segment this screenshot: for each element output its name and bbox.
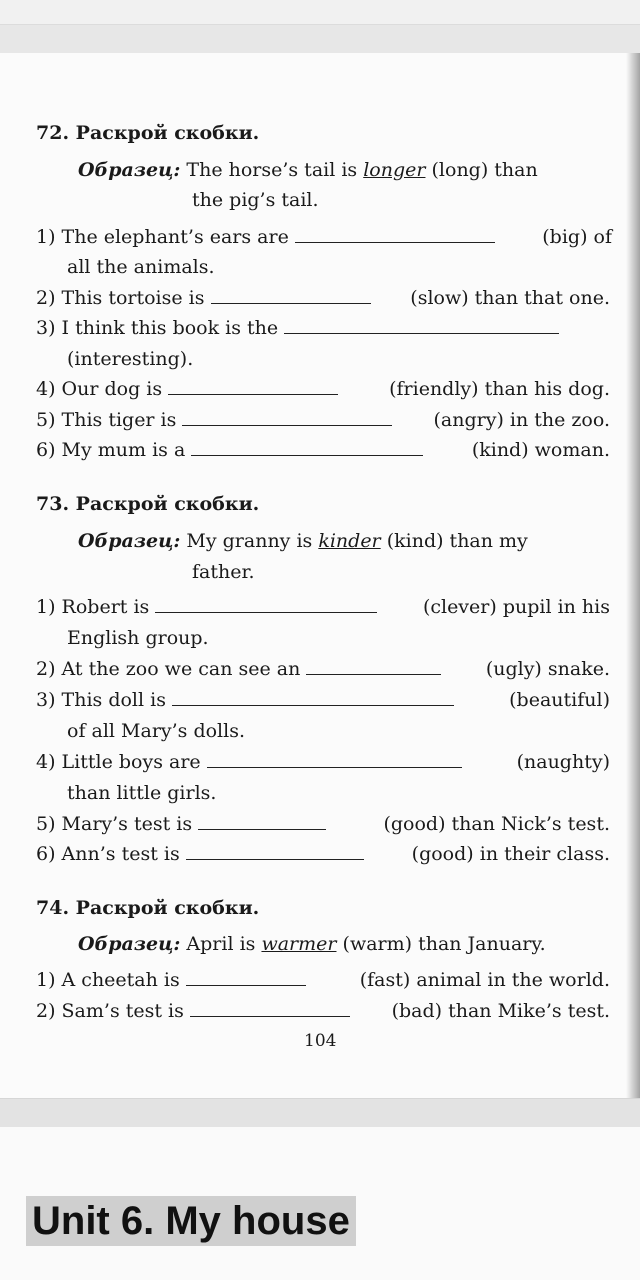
answer-blank[interactable] <box>155 596 377 613</box>
answer-blank[interactable] <box>198 813 326 830</box>
ex74-item-2-tail: (bad) than Mike’s test. <box>391 1000 610 1022</box>
item-text: 5) Mary’s test is <box>36 813 193 835</box>
ex73-item-6 <box>36 842 364 866</box>
ex72-item-1-cont: all the animals. <box>67 256 215 278</box>
ex73-item-5-tail: (good) than Nick’s test. <box>383 813 610 835</box>
ex74-sample-a: April is <box>186 933 256 955</box>
ex74-sample-word: warmer <box>261 933 337 955</box>
ex72-item-3-cont: (interesting). <box>67 348 194 370</box>
ex74-sample <box>78 932 546 956</box>
ex72-item-4 <box>36 377 338 401</box>
ex72-item-6-tail: (kind) woman. <box>471 439 610 461</box>
ex72-sample-a: The horse’s tail is <box>186 159 358 181</box>
ex73-sample <box>78 529 528 553</box>
answer-blank[interactable] <box>211 287 371 304</box>
top-divider <box>0 24 640 54</box>
ex73-item-3-cont: of all Mary’s dolls. <box>67 720 246 742</box>
item-text: 5) This tiger is <box>36 409 177 431</box>
ex73-sample-b: (kind) than my <box>386 530 528 552</box>
ex74-sample-b: (warm) than January. <box>342 933 546 955</box>
ex73-item-4-cont: than little girls. <box>67 782 217 804</box>
answer-blank[interactable] <box>191 439 423 456</box>
ex73-item-1 <box>36 595 377 619</box>
ex72-item-6 <box>36 438 423 462</box>
ex74-sample-label: Образец: <box>78 933 181 955</box>
ex73-sample-cont: father. <box>192 561 255 583</box>
ex72-item-1 <box>36 225 495 249</box>
ex72-sample <box>78 158 538 182</box>
answer-blank[interactable] <box>207 751 462 768</box>
answer-blank[interactable] <box>168 378 338 395</box>
item-text: 2) Sam’s test is <box>36 1000 184 1022</box>
ex72-heading: 72. Раскрой скобки. <box>36 122 260 144</box>
item-text: 3) This doll is <box>36 689 166 711</box>
answer-blank[interactable] <box>284 317 559 334</box>
unit-title-box <box>26 1196 356 1246</box>
ex74-item-2 <box>36 999 350 1023</box>
ex73-item-5 <box>36 812 326 836</box>
ex73-item-2 <box>36 657 441 681</box>
answer-blank[interactable] <box>186 843 364 860</box>
ex73-heading: 73. Раскрой скобки. <box>36 493 260 515</box>
item-text: 2) This tortoise is <box>36 287 205 309</box>
page-edge-shadow <box>626 53 640 1098</box>
ex73-sample-a: My granny is <box>186 530 313 552</box>
ex73-item-4 <box>36 750 462 774</box>
ex72-item-5-tail: (angry) in the zoo. <box>433 409 610 431</box>
ex73-item-3 <box>36 688 454 712</box>
ex73-item-6-tail: (good) in their class. <box>411 843 610 865</box>
item-text: 4) Little boys are <box>36 751 201 773</box>
ex73-sample-word: kinder <box>318 530 381 552</box>
bottom-divider <box>0 1098 640 1128</box>
answer-blank[interactable] <box>182 409 392 426</box>
item-text: 1) A cheetah is <box>36 969 180 991</box>
ex73-item-2-tail: (ugly) snake. <box>485 658 610 680</box>
item-text: 2) At the zoo we can see an <box>36 658 301 680</box>
top-strip <box>0 0 640 26</box>
item-text: 1) The elephant’s ears are <box>36 226 289 248</box>
item-text: 4) Our dog is <box>36 378 163 400</box>
ex72-item-2 <box>36 286 371 310</box>
ex74-heading: 74. Раскрой скобки. <box>36 897 260 919</box>
item-text: 6) My mum is a <box>36 439 186 461</box>
answer-blank[interactable] <box>190 1000 350 1017</box>
ex72-sample-b: (long) than <box>431 159 538 181</box>
ex74-item-1 <box>36 968 306 992</box>
item-text: 1) Robert is <box>36 596 150 618</box>
item-text: 6) Ann’s test is <box>36 843 180 865</box>
ex73-sample-label: Образец: <box>78 530 181 552</box>
ex72-item-2-tail: (slow) than that one. <box>410 287 610 309</box>
ex73-item-4-tail: (naughty) <box>516 751 610 773</box>
item-text: 3) I think this book is the <box>36 317 279 339</box>
ex72-item-1-tail: (big) of <box>542 226 612 248</box>
answer-blank[interactable] <box>172 689 454 706</box>
ex72-item-5 <box>36 408 392 432</box>
answer-blank[interactable] <box>306 658 441 675</box>
ex73-item-1-cont: English group. <box>67 627 209 649</box>
ex72-item-3 <box>36 316 559 340</box>
ex74-item-1-tail: (fast) animal in the world. <box>359 969 610 991</box>
ex72-sample-label: Образец: <box>78 159 181 181</box>
ex72-sample-word: longer <box>363 159 426 181</box>
ex73-item-3-tail: (beautiful) <box>509 689 610 711</box>
answer-blank[interactable] <box>186 969 306 986</box>
answer-blank[interactable] <box>295 226 495 243</box>
unit-title: Unit 6. My house <box>32 1199 350 1243</box>
ex72-sample-cont: the pig’s tail. <box>192 189 319 211</box>
ex72-item-4-tail: (friendly) than his dog. <box>389 378 610 400</box>
page-number: 104 <box>304 1031 337 1051</box>
ex73-item-1-tail: (clever) pupil in his <box>422 596 610 618</box>
